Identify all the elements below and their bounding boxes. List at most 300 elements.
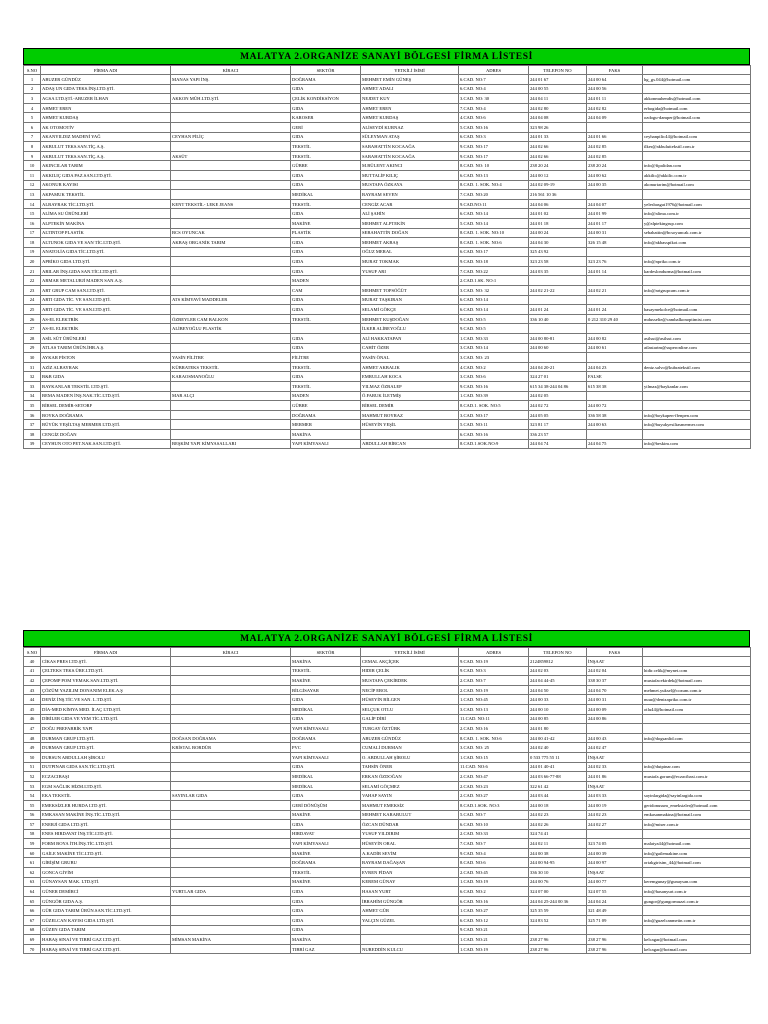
cell-email — [643, 714, 751, 724]
cell-tenant: MİMSAN MAKİNA — [171, 935, 291, 945]
cell-fax: 323 74 05 — [587, 839, 643, 849]
cell-contact-person: ALİ ŞAHİN — [361, 209, 459, 219]
cell-company-name: GÜNGÖR GIDA A.Ş. — [41, 896, 171, 906]
cell-address: 6.CAD. NO:14 — [459, 305, 529, 315]
cell-email: emkasanmakina@hotmail.com — [643, 810, 751, 820]
cell-address: 9.CAD. NO:17 — [459, 151, 529, 161]
cell-company-name: ARMAR METALURJİ MADEN SAN.A.Ş. — [41, 276, 171, 286]
cell-phone: 244 05 05 — [529, 410, 587, 420]
cell-phone: 244 03 35 — [529, 266, 587, 276]
cell-fax: 325 71 09 — [587, 916, 643, 926]
cell-address: 9.CAD. NO:4 — [459, 848, 529, 858]
cell-address: 8.CAD.1.SOK.NO:9 — [459, 439, 529, 449]
cell-company-name: ALBAYRAK TİC.LTD.ŞTİ. — [41, 199, 171, 209]
cell-phone: 244 03 66-77-88 — [529, 772, 587, 782]
cell-tenant: SAYINLAR GIDA — [171, 791, 291, 801]
table-row — [24, 247, 751, 257]
cell-fax: 244 00 35 — [587, 180, 643, 190]
cell-address: 7.CAD. NO:7 — [459, 839, 529, 849]
cell-row-number: 32 — [24, 372, 41, 382]
cell-address: 3.CAD. NO: 25 — [459, 743, 529, 753]
cell-company-name: DİRİLER GIDA VE YEM TİC.LTD.ŞTİ. — [41, 714, 171, 724]
cell-contact-person: BİRSEL DEMİR — [361, 401, 459, 411]
cell-company-name: DURMAN GRUP LTD.ŞTİ. — [41, 733, 171, 743]
cell-address: 8.CAD. 1. SOK. NO:6 — [459, 733, 529, 743]
cell-phone: 323 98 26 — [529, 122, 587, 132]
cell-fax: 321 48 49 — [587, 906, 643, 916]
cell-phone: 244 04 11 — [529, 94, 587, 104]
cell-company-name: GÜR GIDA TARIM ÜRÜN.SAN.TİC.LTD.ŞTİ. — [41, 906, 171, 916]
cell-email: yilmaz@baykanlar.com — [643, 382, 751, 392]
cell-row-number: 59 — [24, 839, 41, 849]
cell-phone: 325 35 59 — [529, 906, 587, 916]
table-row — [24, 733, 751, 743]
cell-phone: 324 27 01 — [529, 372, 587, 382]
cell-fax: 244 00 19 — [587, 800, 643, 810]
cell-sector: GIDA — [291, 180, 361, 190]
cell-phone: 322 61 42 — [529, 781, 587, 791]
cell-tenant — [171, 420, 291, 430]
cell-fax: 244 02 21 — [587, 286, 643, 296]
cell-tenant — [171, 286, 291, 296]
cell-phone: 2124859812 — [529, 657, 587, 667]
cell-contact-person: VAHAP SAYIN — [361, 791, 459, 801]
cell-row-number: 11 — [24, 170, 41, 180]
cell-fax: 336 58 38 — [587, 410, 643, 420]
cell-contact-person: HÜSEYİN YEŞİL — [361, 420, 459, 430]
cell-row-number: 62 — [24, 868, 41, 878]
cell-email: asilsut@asilsut.com — [643, 334, 751, 344]
cell-contact-person: AHMET GÜR — [361, 906, 459, 916]
cell-fax: 244 00 43 — [587, 733, 643, 743]
cell-fax: 244 04 07 — [587, 199, 643, 209]
cell-email — [643, 401, 751, 411]
cell-tenant — [171, 772, 291, 782]
cell-fax: FALSE — [587, 372, 643, 382]
cell-address: 2.CAD. NO:33 — [459, 829, 529, 839]
cell-row-number: 43 — [24, 685, 41, 695]
cell-row-number: 29 — [24, 343, 41, 353]
cell-address: 1.CAD. NO:19 — [459, 877, 529, 887]
table-row — [24, 305, 751, 315]
cell-row-number: 38 — [24, 429, 41, 439]
table-row — [24, 257, 751, 267]
cell-email: y@alptekingrup.com — [643, 218, 751, 228]
cell-email: nuur@denizapriko.com.tr — [643, 695, 751, 705]
cell-tenant — [171, 752, 291, 762]
header-row — [24, 648, 751, 657]
table-row — [24, 132, 751, 142]
cell-email — [643, 190, 751, 200]
cell-sector: PLASTİK — [291, 228, 361, 238]
cell-tenant — [171, 382, 291, 392]
cell-row-number: 68 — [24, 925, 41, 935]
cell-row-number: 1 — [24, 75, 41, 85]
table-row — [24, 439, 751, 449]
cell-row-number: 53 — [24, 781, 41, 791]
cell-sector: TEKSTİL — [291, 142, 361, 152]
cell-fax: 238 27 96 — [587, 935, 643, 945]
cell-address: 6.CAD. NO:14 — [459, 295, 529, 305]
cell-row-number: 25 — [24, 305, 41, 315]
cell-row-number: 51 — [24, 762, 41, 772]
cell-company-name: ECZACIBAŞI — [41, 772, 171, 782]
cell-sector: DOĞRAMA — [291, 410, 361, 420]
cell-contact-person: ABDULLAH BİRCAN — [361, 439, 459, 449]
cell-sector: GIDA — [291, 209, 361, 219]
cell-row-number: 46 — [24, 714, 41, 724]
cell-phone: 238 27 96 — [529, 944, 587, 954]
cell-sector: YAPI KİMYASALI — [291, 724, 361, 734]
table-row — [24, 925, 751, 935]
cell-contact-person: O. ABDULLAH ŞİROLU — [361, 752, 459, 762]
cell-email: info@apriko.com.tr — [643, 257, 751, 267]
cell-address: 6.CAD. NO:14 — [459, 209, 529, 219]
table-row — [24, 84, 751, 94]
cell-phone: 325 43 92 — [529, 247, 587, 257]
cell-fax: 244 01 17 — [587, 218, 643, 228]
cell-tenant: MAR ALÇI — [171, 391, 291, 401]
cell-fax — [587, 276, 643, 286]
cell-phone: 244 02 26 — [529, 820, 587, 830]
cell-tenant — [171, 218, 291, 228]
cell-contact-person: M.BÜLENT AKINCI — [361, 161, 459, 171]
cell-fax: İNŞAAT — [587, 657, 643, 667]
header-tenant: KİRACI — [171, 66, 291, 75]
cell-fax: İNŞAAT — [587, 868, 643, 878]
cell-phone: 244 01 18 — [529, 218, 587, 228]
cell-company-name: ARTI GIDA TİC. VE SAN.LTD.ŞTİ. — [41, 295, 171, 305]
cell-row-number: 10 — [24, 161, 41, 171]
table-row — [24, 199, 751, 209]
cell-contact-person: MEHMET KUŞDOĞAN — [361, 314, 459, 324]
cell-contact-person: SEBAHATTİN DOĞAN — [361, 228, 459, 238]
cell-fax: 244 00 56 — [587, 84, 643, 94]
cell-company-name: EMEKSİZLER HURDA LTD.ŞTİ. — [41, 800, 171, 810]
cell-email — [643, 906, 751, 916]
table-row — [24, 666, 751, 676]
table-row — [24, 791, 751, 801]
cell-email: info@boykapen-ffenpen.com — [643, 410, 751, 420]
cell-email — [643, 743, 751, 753]
cell-phone: 244 00 12 — [529, 170, 587, 180]
table-row — [24, 142, 751, 152]
cell-phone: 336 30 10 — [529, 868, 587, 878]
cell-tenant: ATS KİMYAVİ MADDELER — [171, 295, 291, 305]
cell-phone: 244 04 30 — [529, 238, 587, 248]
cell-fax: 244 00 77 — [587, 877, 643, 887]
cell-company-name: ADAŞ UN GIDA TEKS.İNŞ.LTD.ŞTİ. — [41, 84, 171, 94]
cell-contact-person: HÜSEYİN ORAL — [361, 839, 459, 849]
cell-address: 9.CAD. NO:16 — [459, 382, 529, 392]
cell-address: 2.CAD. NO:7 — [459, 676, 529, 686]
cell-fax: 244 02 82 — [587, 103, 643, 113]
cell-email — [643, 276, 751, 286]
cell-company-name: ARILAR İNŞ.GIDA SAN.TİC.LTD.ŞTİ. — [41, 266, 171, 276]
cell-contact-person: EMRULLAH KOCA — [361, 372, 459, 382]
cell-fax: 244 01 24 — [587, 305, 643, 315]
table-row — [24, 916, 751, 926]
table-row — [24, 800, 751, 810]
cell-address: 6.CAD. NO:10 — [459, 820, 529, 830]
cell-company-name: AKPAMUK TEKSTİL — [41, 190, 171, 200]
cell-row-number: 44 — [24, 695, 41, 705]
cell-address: 6.CAD. NO:17 — [459, 247, 529, 257]
cell-row-number: 63 — [24, 877, 41, 887]
cell-contact-person: MAHMUT BOYRAZ — [361, 410, 459, 420]
cell-tenant: DOĞSAN DOĞRAMA — [171, 733, 291, 743]
table-row — [24, 820, 751, 830]
cell-tenant — [171, 122, 291, 132]
table-row — [24, 391, 751, 401]
cell-email: deniz.salvo@kubratekstil.com — [643, 362, 751, 372]
table-row — [24, 877, 751, 887]
cell-row-number: 14 — [24, 199, 41, 209]
cell-sector: GIDA — [291, 820, 361, 830]
cell-phone: 244 02 09-19 — [529, 180, 587, 190]
cell-sector: MAKİNE — [291, 848, 361, 858]
cell-sector: MEDİKAL — [291, 772, 361, 782]
cell-sector: GIDA — [291, 84, 361, 94]
cell-tenant — [171, 868, 291, 878]
cell-company-name: BEMA MADEN İNŞ.NAK.TİC.LTD.ŞTİ. — [41, 391, 171, 401]
cell-contact-person: İLKER ALİBEYOĞLU — [361, 324, 459, 334]
cell-contact-person: SELAMİ GÖKÇE — [361, 305, 459, 315]
cell-company-name: AGSA LTD.ŞTİ.-ABUZER İLHAN — [41, 94, 171, 104]
cell-sector: MERMER — [291, 420, 361, 430]
cell-tenant — [171, 925, 291, 935]
cell-phone: 244 02 03 — [529, 666, 587, 676]
sheet-2 — [23, 630, 750, 954]
cell-phone: 244 01 67 — [529, 75, 587, 85]
cell-row-number: 3 — [24, 94, 41, 104]
cell-email — [643, 295, 751, 305]
cell-fax: 244 00 82 — [587, 334, 643, 344]
cell-tenant — [171, 170, 291, 180]
cell-fax: 324 07 55 — [587, 887, 643, 897]
cell-contact-person: MEHMET TOPSÖĞÜT — [361, 286, 459, 296]
cell-fax — [587, 429, 643, 439]
table-row — [24, 343, 751, 353]
cell-row-number: 9 — [24, 151, 41, 161]
cell-fax: 244 01 11 — [587, 94, 643, 104]
cell-address: 4.CAD. NO:6 — [459, 113, 529, 123]
cell-tenant — [171, 848, 291, 858]
company-table — [23, 647, 751, 954]
header-sector: SEKTÖR — [291, 648, 361, 657]
sheet-1 — [23, 48, 750, 449]
cell-email — [643, 247, 751, 257]
table-row — [24, 752, 751, 762]
cell-email: info@dogsanltd.com — [643, 733, 751, 743]
cell-sector: GIDA — [291, 695, 361, 705]
cell-row-number: 20 — [24, 257, 41, 267]
cell-sector: GIDA — [291, 238, 361, 248]
cell-contact-person: KEREM GÜNAY — [361, 877, 459, 887]
cell-address: 6.CAD. NO:7 — [459, 75, 529, 85]
cell-address: 2.CAD. NO:16 — [459, 724, 529, 734]
cell-tenant — [171, 429, 291, 439]
cell-company-name: DENİZ İNŞ.TİC.VE SAN. L.TD.ŞTİ. — [41, 695, 171, 705]
cell-company-name: AYKAR PİSTON — [41, 353, 171, 363]
table-row — [24, 695, 751, 705]
table-row — [24, 781, 751, 791]
table-row — [24, 103, 751, 113]
cell-tenant — [171, 944, 291, 954]
cell-company-name: AHMET KURDAŞ — [41, 113, 171, 123]
cell-address: 9.CAD. NO:19 — [459, 657, 529, 667]
cell-phone: 244 01 33 — [529, 132, 587, 142]
cell-fax: 244 00 31 — [587, 228, 643, 238]
cell-email: malatya44@hotmail.com — [643, 839, 751, 849]
cell-address: 6.CAD. NO:16 — [459, 429, 529, 439]
cell-company-name: BİRSEL DEMİR-SETORF — [41, 401, 171, 411]
cell-address: 8.CAD. 1. SOK. NO:4 — [459, 180, 529, 190]
table-row — [24, 218, 751, 228]
cell-fax: 244 01 14 — [587, 266, 643, 276]
cell-email — [643, 925, 751, 935]
cell-address: 1.CAD. NO:21 — [459, 935, 529, 945]
table-row — [24, 935, 751, 945]
cell-email: geridonusum_emeksizler@hotmail.com — [643, 800, 751, 810]
cell-fax: 244 02 85 — [587, 142, 643, 152]
cell-tenant — [171, 305, 291, 315]
cell-sector: TEKSTİL — [291, 868, 361, 878]
cell-company-name: ENERJİ GIDA LTD.ŞTİ. — [41, 820, 171, 830]
cell-address: 3.CAD. NO:14 — [459, 343, 529, 353]
cell-sector: GERİ DÖNÜŞÜM — [291, 800, 361, 810]
cell-row-number: 21 — [24, 266, 41, 276]
cell-address: 1.CAD. NO:39 — [459, 391, 529, 401]
cell-tenant — [171, 666, 291, 676]
cell-tenant — [171, 858, 291, 868]
table-row — [24, 848, 751, 858]
header-phone: TELEFON NO — [529, 66, 587, 75]
cell-address: 7.CAD. NO:22 — [459, 266, 529, 276]
cell-company-name: ASİL SÜT ÜRÜNLERİ — [41, 334, 171, 344]
cell-email: info@miser.com.tr — [643, 820, 751, 830]
cell-tenant — [171, 820, 291, 830]
cell-company-name: GÜNER DEMİRCİ — [41, 887, 171, 897]
cell-contact-person: MUSTAFA ÖZKAYA — [361, 180, 459, 190]
cell-company-name: AKKILIÇ GIDA PAZ.SAN.LTD.ŞTİ. — [41, 170, 171, 180]
cell-company-name: ÇELTEKS TEKS.ÜRE.LTD.ŞTİ. — [41, 666, 171, 676]
cell-company-name: ALTINTOP PLASTİK — [41, 228, 171, 238]
cell-fax — [587, 190, 643, 200]
cell-phone: 323 81 17 — [529, 420, 587, 430]
cell-fax — [587, 247, 643, 257]
cell-row-number: 18 — [24, 238, 41, 248]
cell-company-name: ARTI GIDA TİC. VE SAN.LTD.ŞTİ. — [41, 305, 171, 315]
cell-email — [643, 781, 751, 791]
cell-email: info@buyukyesiltasmermer.com — [643, 420, 751, 430]
cell-email: basaymekolce@hotmail.com — [643, 305, 751, 315]
cell-tenant: BEŞKİM YAPI KİMYASALLARI — [171, 439, 291, 449]
cell-sector: YAPI KİMYASALI — [291, 839, 361, 849]
cell-contact-person: AHMET AKBALIK — [361, 362, 459, 372]
cell-company-name: ABUZER GÜNDÜZ — [41, 75, 171, 85]
cell-row-number: 31 — [24, 362, 41, 372]
cell-row-number: 48 — [24, 733, 41, 743]
cell-row-number: 7 — [24, 132, 41, 142]
cell-fax: 244 00 64 — [587, 75, 643, 85]
cell-email: hg_gs.044@hotmail.com — [643, 75, 751, 85]
cell-phone: 244 01 24 — [529, 305, 587, 315]
cell-email: ilker@akbuluttekstil.com.tr — [643, 142, 751, 152]
cell-sector: TEKSTİL — [291, 666, 361, 676]
cell-tenant: KRİSTAL BORDÜR — [171, 743, 291, 753]
cell-address: 1.CAD. NO:15 — [459, 752, 529, 762]
cell-row-number: 13 — [24, 190, 41, 200]
cell-company-name: DURSUN ABDULLAH ŞİROLU — [41, 752, 171, 762]
cell-contact-person: YASİN ÖNAL — [361, 353, 459, 363]
cell-tenant: KARAOSMANOĞLU — [171, 372, 291, 382]
cell-contact-person: MEHMET EMİN GÜNEŞ — [361, 75, 459, 85]
cell-email — [643, 151, 751, 161]
cell-fax — [587, 829, 643, 839]
cell-address: 1.CAD. NO:33 — [459, 334, 529, 344]
cell-row-number: 64 — [24, 887, 41, 897]
cell-sector: GIDA — [291, 132, 361, 142]
cell-contact-person: HASAN YURT — [361, 887, 459, 897]
cell-phone: 244 00 24 — [529, 228, 587, 238]
cell-company-name: APRİKO GIDA LTD.ŞTİ. — [41, 257, 171, 267]
cell-sector: MEDİKAL — [291, 704, 361, 714]
cell-address: 2.CAD. NO:47 — [459, 772, 529, 782]
cell-address: 6.CAD. NO:12 — [459, 916, 529, 926]
cell-email: mustafa.gorum@eczacibasi.com.tr — [643, 772, 751, 782]
cell-tenant — [171, 209, 291, 219]
cell-contact-person: HIDIR ÇELİK — [361, 666, 459, 676]
cell-tenant — [171, 714, 291, 724]
table-row — [24, 839, 751, 849]
cell-company-name: GİRİŞİM GRUBU — [41, 858, 171, 868]
cell-row-number: 27 — [24, 324, 41, 334]
cell-email: gungor@gungormuzzi.com.tr — [643, 896, 751, 906]
cell-row-number: 61 — [24, 858, 41, 868]
cell-row-number: 69 — [24, 935, 41, 945]
cell-sector: GÜBRE — [291, 161, 361, 171]
cell-row-number: 33 — [24, 382, 41, 392]
cell-email: info@akbasspikot.com — [643, 238, 751, 248]
table-row — [24, 362, 751, 372]
table-row — [24, 743, 751, 753]
cell-tenant — [171, 762, 291, 772]
cell-phone: 244 00 41-42 — [529, 733, 587, 743]
cell-fax: 244 00 61 — [587, 343, 643, 353]
cell-tenant — [171, 800, 291, 810]
cell-phone: 323 23 58 — [529, 257, 587, 267]
cell-sector: HIRDAVAT — [291, 829, 361, 839]
cell-phone: 324 07 00 — [529, 887, 587, 897]
cell-sector: TEKSTİL — [291, 314, 361, 324]
cell-email: kelcagar@hotmail.com — [643, 944, 751, 954]
cell-email: akonurtarim@hotmail.com — [643, 180, 751, 190]
cell-address: 11.CAD. NO:11 — [459, 714, 529, 724]
cell-email: mdusselie@cambalkonoptimist.com — [643, 314, 751, 324]
cell-contact-person: TAHSİN ÖNER — [361, 762, 459, 772]
cell-fax: 244 04 23 — [587, 362, 643, 372]
cell-contact-person: HÜSEYİN BİLGEN — [361, 695, 459, 705]
cell-phone: 244 00 85 — [529, 714, 587, 724]
cell-fax: 244 02 33 — [587, 762, 643, 772]
table-row — [24, 238, 751, 248]
cell-sector: GIDA — [291, 343, 361, 353]
cell-phone: 244 00 60 — [529, 343, 587, 353]
cell-fax: 338 30 37 — [587, 676, 643, 686]
cell-address: 5.CAD. NO:14 — [459, 218, 529, 228]
cell-email: info@gailemakine.com — [643, 848, 751, 858]
